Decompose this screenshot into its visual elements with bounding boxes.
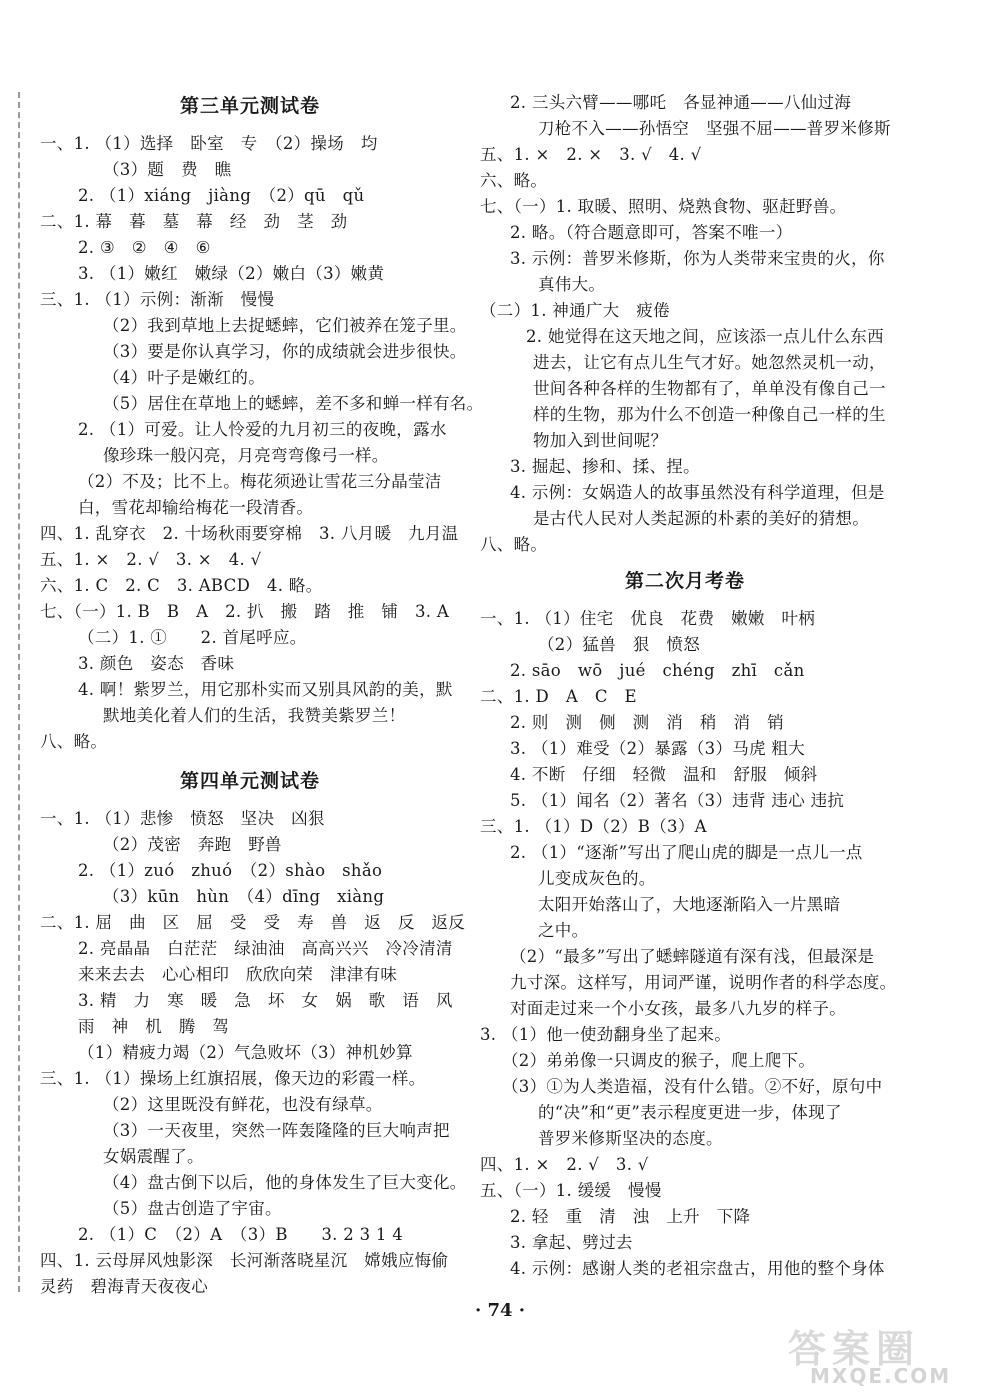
unit3-line: 五、1. × 2. √ 3. × 4. √ — [40, 550, 262, 569]
unit3-cont-line: 世间各种各样的生物都有了，单单没有像自己一 — [533, 379, 886, 398]
exam2-title: 第二次月考卷 — [625, 570, 746, 592]
unit3-line: 四、1. 乱穿衣 2. 十场秋雨要穿棉 3. 八月暖 九月温 — [40, 524, 459, 543]
unit3-cont-line: （二）1. 神通广大 疲倦 — [480, 301, 670, 320]
exam2-line: 4. 不断 仔细 轻微 温和 舒服 倾斜 — [510, 765, 818, 784]
unit3-cont-line: 六、略。 — [480, 171, 548, 190]
unit3-line: 八、略。 — [40, 732, 108, 751]
unit4-line: 2. （1）C （2）A （3）B 3. 2 3 1 4 — [78, 1225, 404, 1244]
unit3-line: 2. （1）可爱。让人怜爱的九月初三的夜晚，露水 — [78, 420, 447, 439]
exam2-line: （2）猛兽 狠 愤怒 — [538, 635, 700, 654]
unit4-line: 二、1. 屈 曲 区 屈 受 受 寿 兽 返 反 返反 — [40, 913, 466, 932]
exam2-line: （2）“最多”写出了蟋蟀隧道有深有浅，但最深是 — [510, 947, 875, 966]
exam2-line: 2. （1）“逐渐”写出了爬山虎的脚是一点儿一点 — [510, 843, 863, 862]
unit3-cont-line: 2. 三头六臂——哪吒 各显神通——八仙过海 — [510, 93, 852, 112]
unit3-line: 一、1. （1）选择 卧室 专 （2）操场 均 — [40, 134, 378, 153]
unit3-cont-line: 是古代人民对人类起源的朴素的美好的猜想。 — [533, 509, 869, 528]
unit3-line: （3）要是你认真学习，你的成绩就会进步很快。 — [103, 342, 467, 361]
exam2-line: （3）①为人类造福，没有什么错。②不好，原句中 — [502, 1077, 883, 1096]
exam2-line: 五、（一）1. 缓缓 慢慢 — [480, 1181, 662, 1200]
unit3-cont-line: 3. 示例：普罗米修斯，你为人类带来宝贵的火，你 — [510, 249, 885, 268]
exam2-line: 三、1. （1）D（2）B（3）A — [480, 817, 707, 836]
unit3-line: 4. 啊！紫罗兰，用它那朴实而又别具风韵的美，默 — [78, 680, 453, 699]
exam2-line: 儿变成灰色的。 — [538, 869, 656, 888]
exam2-line: 对面走过来一个小女孩，最多八九岁的样子。 — [510, 999, 846, 1018]
unit4-line: 灵药 碧海青天夜夜心 — [40, 1277, 208, 1296]
unit4-line: （3）kūn hùn （4）dīng xiàng — [103, 887, 385, 906]
unit3-cont-line: 进去，让它有点儿生气才好。她忽然灵机一动， — [533, 353, 886, 372]
exam2-line: 的“决”和“更”表示程度更进一步，体现了 — [538, 1103, 842, 1122]
unit3-cont-line: 八、略。 — [480, 535, 548, 554]
unit3-cont-line: 4. 示例：女娲造人的故事虽然没有科学道理，但是 — [510, 483, 885, 502]
unit4-line: （2）茂密 奔跑 野兽 — [103, 835, 282, 854]
unit3-line: 像珍珠一般闪亮，月亮弯弯像弓一样。 — [103, 446, 389, 465]
unit3-cont-line: 真伟大。 — [538, 275, 606, 294]
unit3-line: （4）叶子是嫩红的。 — [103, 368, 265, 387]
unit4-line: 雨 神 机 腾 驾 — [78, 1017, 230, 1036]
unit3-cont-line: 刀枪不入——孙悟空 坚强不屈——普罗米修斯 — [538, 119, 891, 138]
unit3-cont-line: 2. 她觉得在这天地之间，应该添一点儿什么东西 — [526, 327, 884, 346]
unit4-line: （2）这里既没有鲜花，也没有绿草。 — [103, 1095, 383, 1114]
unit4-line: 女娲震醒了。 — [103, 1147, 204, 1166]
exam2-line: 之中。 — [538, 921, 589, 940]
unit3-cont-line: 物加入到世间呢？ — [533, 431, 668, 450]
unit3-line: 2. ③ ② ④ ⑥ — [78, 238, 211, 257]
unit4-line: 来来去去 心心相印 欣欣向荣 津津有味 — [78, 965, 398, 984]
unit3-cont-line: 七、（一）1. 取暖、照明、烧熟食物、驱赶野兽。 — [480, 197, 847, 216]
exam2-line: 3. （1）难受（2）暴露（3）马虎 粗大 — [510, 739, 806, 758]
unit4-line: 四、1. 云母屏风烛影深 长河渐落晓星沉 嫦娥应悔偷 — [40, 1251, 449, 1270]
unit4-line: （1）精疲力竭（2）气急败坏（3）神机妙算 — [78, 1043, 413, 1062]
unit4-line: （4）盘古倒下以后，他的身体发生了巨大变化。 — [103, 1173, 467, 1192]
unit4-line: 一、1. （1）悲惨 愤怒 坚决 凶狠 — [40, 809, 325, 828]
unit3-cont-line: 五、1. × 2. × 3. √ 4. √ — [480, 145, 702, 164]
unit3-cont-line: 3. 掘起、掺和、揉、捏。 — [510, 457, 700, 476]
exam2-line: 2. sāo wō jué chéng zhī cǎn — [510, 661, 805, 680]
unit4-line: 三、1. （1）操场上红旗招展，像天边的彩霞一样。 — [40, 1069, 426, 1088]
exam2-line: 2. 则 测 侧 测 消 稍 消 销 — [510, 713, 784, 732]
unit3-line: 白，雪花却输给梅花一段清香。 — [78, 498, 314, 517]
exam2-line: 5. （1）闻名（2）著名（3）违背 违心 违抗 — [510, 791, 845, 810]
exam2-line: 4. 示例：感谢人类的老祖宗盘古，用他的整个身体 — [510, 1259, 885, 1278]
unit4-line: 2. 亮晶晶 白茫茫 绿油油 高高兴兴 冷冷清清 — [78, 939, 453, 958]
exam2-line: 四、1. × 2. √ 3. √ — [480, 1155, 649, 1174]
unit4-title: 第四单元测试卷 — [180, 770, 321, 792]
unit3-line: （3）题 费 瞧 — [103, 160, 232, 179]
exam2-line: 九寸深。这样写，用词严谨，说明作者的科学态度。 — [510, 973, 897, 992]
unit3-title: 第三单元测试卷 — [180, 95, 321, 117]
unit4-line: 2. （1）zuó zhuó （2）shào shǎo — [78, 861, 383, 880]
exam2-line: 太阳开始落山了，大地逐渐陷入一片黑暗 — [538, 895, 841, 914]
exam2-line: 普罗米修斯坚决的态度。 — [538, 1129, 723, 1148]
unit3-line: 3. 颜色 姿态 香味 — [78, 654, 235, 673]
exam2-line: （2）弟弟像一只调皮的猴子，爬上爬下。 — [502, 1051, 816, 1070]
page-number: · 74 · — [474, 1300, 526, 1321]
unit3-cont-line: 2. 略。（符合题意即可，答案不唯一） — [510, 223, 793, 242]
margin-dashed-line — [18, 92, 20, 1292]
unit3-cont-line: 样的生物，那为什么不创造一种像自己一样的生 — [533, 405, 886, 424]
unit4-line: （5）盘古创造了宇宙。 — [103, 1199, 282, 1218]
watermark-logo — [780, 1318, 990, 1390]
exam2-line: 二、1. D A C E — [480, 687, 637, 706]
unit3-line: （2）不及；比不上。梅花须逊让雪花三分晶莹洁 — [78, 472, 442, 491]
unit3-line: （2）我到草地上去捉蟋蟀，它们被养在笼子里。 — [103, 316, 467, 335]
unit3-line: （二）1. ① 2. 首尾呼应。 — [78, 628, 307, 647]
unit3-line: 七、（一）1. B B A 2. 扒 搬 踏 推 铺 3. A — [40, 602, 450, 621]
watermark-url: MXQE.COM — [810, 1364, 952, 1388]
unit4-line: 3. 精 力 寒 暖 急 坏 女 娲 歌 语 风 — [78, 991, 453, 1010]
unit3-line: 默地美化着人们的生活，我赞美紫罗兰！ — [103, 706, 406, 725]
exam2-line: 3. 拿起、劈过去 — [510, 1233, 633, 1252]
unit3-line: 3. （1）嫩红 嫩绿（2）嫩白（3）嫩黄 — [78, 264, 385, 283]
unit3-line: 六、1. C 2. C 3. ABCD 4. 略。 — [40, 576, 323, 595]
unit4-line: （3）一天夜里，突然一阵轰隆隆的巨大响声把 — [103, 1121, 450, 1140]
watermark-text: 答案圈 — [788, 1327, 921, 1371]
unit3-line: 2. （1）xiáng jiàng （2）qū qǔ — [78, 186, 365, 205]
exam2-line: 3. （1）他一使劲翻身坐了起来。 — [480, 1025, 732, 1044]
unit3-line: 三、1. （1）示例：渐渐 慢慢 — [40, 290, 275, 309]
unit3-line: （5）居住在草地上的蟋蟀，差不多和蝉一样有名。 — [103, 394, 484, 413]
unit3-line: 二、1. 幕 暮 墓 幕 经 劲 茎 劲 — [40, 212, 348, 231]
exam2-line: 一、1. （1）住宅 优良 花费 嫩嫩 叶柄 — [480, 609, 816, 628]
exam2-line: 2. 轻 重 清 浊 上升 下降 — [510, 1207, 751, 1226]
